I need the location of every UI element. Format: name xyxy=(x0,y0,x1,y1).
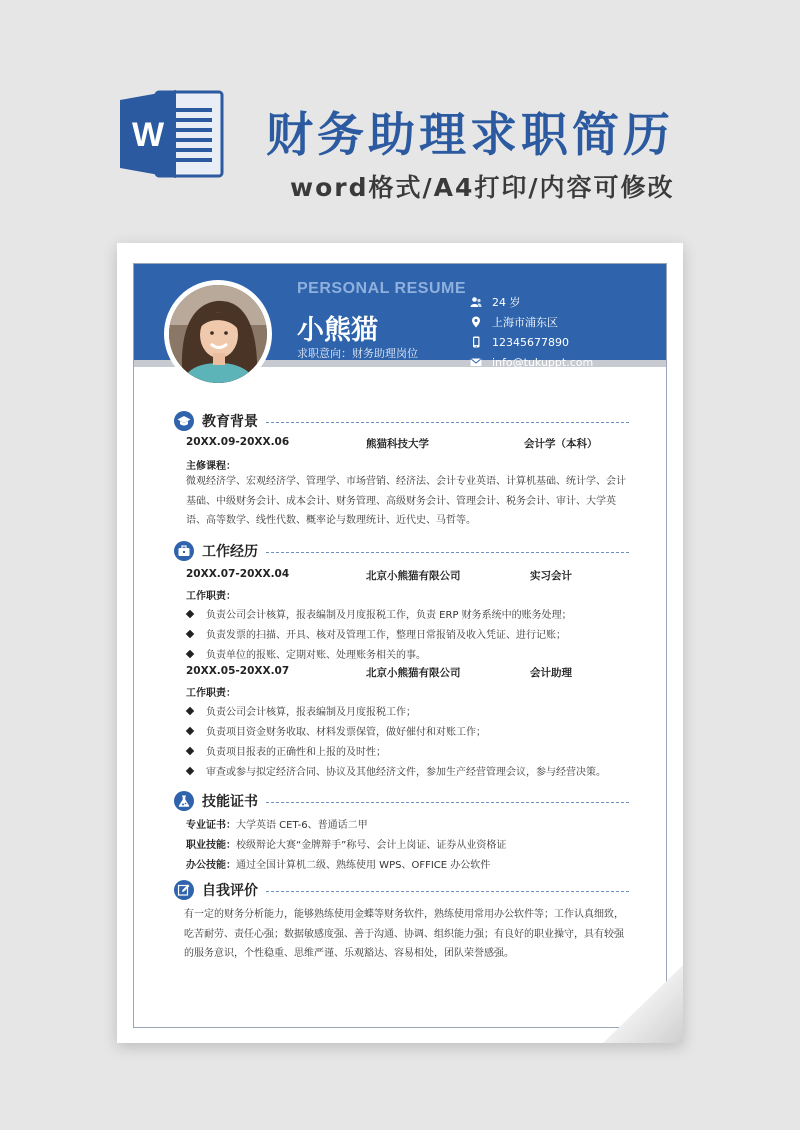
resume-sheet xyxy=(133,263,667,1028)
contact-mail xyxy=(470,352,593,372)
job-company: 北京小熊猫有限公司 xyxy=(366,667,461,679)
job-role: 会计助理 xyxy=(530,667,572,679)
job-period: 20XX.07-20XX.04 xyxy=(186,568,290,580)
skill-item: 办公技能：通过全国计算机二级、熟练使用 WPS、OFFICE 办公软件 xyxy=(186,860,491,871)
section-divider xyxy=(266,891,629,892)
section-education xyxy=(174,410,629,432)
mail-icon xyxy=(470,356,482,368)
page-title: 财务助理求职简历 xyxy=(266,108,674,163)
section-title: 教育背景 xyxy=(202,414,258,430)
bullet-icon xyxy=(186,629,194,637)
skill-item: 职业技能：校级辩论大赛“金牌辩手”称号、会计上岗证、证券从业资格证 xyxy=(186,840,507,851)
resume-en-title: PERSONAL RESUME xyxy=(297,280,467,297)
user-icon xyxy=(470,296,482,308)
duty-label: 工作职责： xyxy=(186,591,236,602)
courses-text: 微观经济学、宏观经济学、管理学、市场营销、经济法、会计专业英语、计算机基础、统计学、会计基础、中级财务会计、成本会计、财务管理、高级财务会计、管理会计、税务会计、审计、大学英语、高等数学、线性代数、概率论与数理统计、近代史、马哲等。 xyxy=(186,476,626,526)
bullet-icon xyxy=(186,726,194,734)
section-divider xyxy=(266,802,629,803)
duty-item: 负责公司会计核算，报表编制及月度报税工作； xyxy=(186,703,416,718)
briefcase-icon xyxy=(174,541,194,561)
page-subtitle: word格式/A4打印/内容可修改 xyxy=(290,173,675,202)
word-logo-icon xyxy=(118,86,228,182)
section-work xyxy=(174,540,629,562)
flask-icon xyxy=(174,791,194,811)
job-company: 北京小熊猫有限公司 xyxy=(366,570,461,582)
contact-age xyxy=(470,292,593,312)
location-icon xyxy=(470,316,482,328)
section-skills xyxy=(174,790,629,812)
section-self xyxy=(174,879,629,901)
duty-item: 负责项目报表的正确性和上报的及时性； xyxy=(186,743,386,758)
bullet-icon xyxy=(186,766,194,774)
duty-item: 审查或参与拟定经济合同、协议及其他经济文件，参加生产经营管理会议，参与经营决策。 xyxy=(186,763,606,778)
avatar xyxy=(164,280,272,388)
contact-text: 上海市浦东区 xyxy=(492,316,558,329)
job-role: 实习会计 xyxy=(530,570,572,582)
section-title: 技能证书 xyxy=(202,794,258,810)
candidate-name: 小熊猫 xyxy=(297,315,378,346)
duty-label: 工作职责： xyxy=(186,688,236,699)
edit-icon xyxy=(174,880,194,900)
duty-item: 负责单位的报账、定期对账、处理账务相关的事。 xyxy=(186,646,426,661)
contact-text: 24 岁 xyxy=(492,296,521,309)
duty-item: 负责项目资金财务收取、材料发票保管，做好催付和对账工作； xyxy=(186,723,486,738)
skill-item: 专业证书：大学英语 CET-6、普通话二甲 xyxy=(186,820,368,831)
courses-label: 主修课程： xyxy=(186,461,236,472)
contact-phone xyxy=(470,332,593,352)
section-divider xyxy=(266,552,629,553)
resume-paper xyxy=(117,243,683,1043)
bullet-icon xyxy=(186,649,194,657)
education-school: 熊猫科技大学 xyxy=(366,438,429,450)
contact-list xyxy=(470,292,593,372)
self-evaluation-text: 有一定的财务分析能力，能够熟练使用金蝶等财务软件，熟练使用常用办公软件等；工作认真细致，吃苦耐劳、责任心强；数据敏感度强、善于沟通、协调、组织能力强；有良好的职业操守，具有较强的服务意识，个性稳重、思维严谨、乐观豁达、容易相处，团队荣誉感强。 xyxy=(184,909,624,959)
phone-icon xyxy=(470,336,482,348)
graduation-cap-icon xyxy=(174,411,194,431)
duty-item: 负责公司会计核算，报表编制及月度报税工作，负责 ERP 财务系统中的账务处理； xyxy=(186,606,572,621)
section-divider xyxy=(266,422,629,423)
job-period: 20XX.05-20XX.07 xyxy=(186,665,290,677)
job-intent: 求职意向：财务助理岗位 xyxy=(297,347,418,360)
bullet-icon xyxy=(186,746,194,754)
bullet-icon xyxy=(186,706,194,714)
logo-letter: W xyxy=(131,116,165,154)
education-period: 20XX.09-20XX.06 xyxy=(186,436,290,448)
avatar-photo xyxy=(169,285,267,383)
contact-text: info@tukuppt.com xyxy=(492,355,594,369)
contact-text: 12345677890 xyxy=(492,335,569,349)
bullet-icon xyxy=(186,609,194,617)
section-title: 自我评价 xyxy=(202,883,258,899)
contact-location xyxy=(470,312,593,332)
duty-item: 负责发票的扫描、开具、核对及管理工作，整理日常报销及收入凭证、进行记账； xyxy=(186,626,566,641)
section-title: 工作经历 xyxy=(202,544,258,560)
education-major: 会计学（本科） xyxy=(524,438,598,450)
